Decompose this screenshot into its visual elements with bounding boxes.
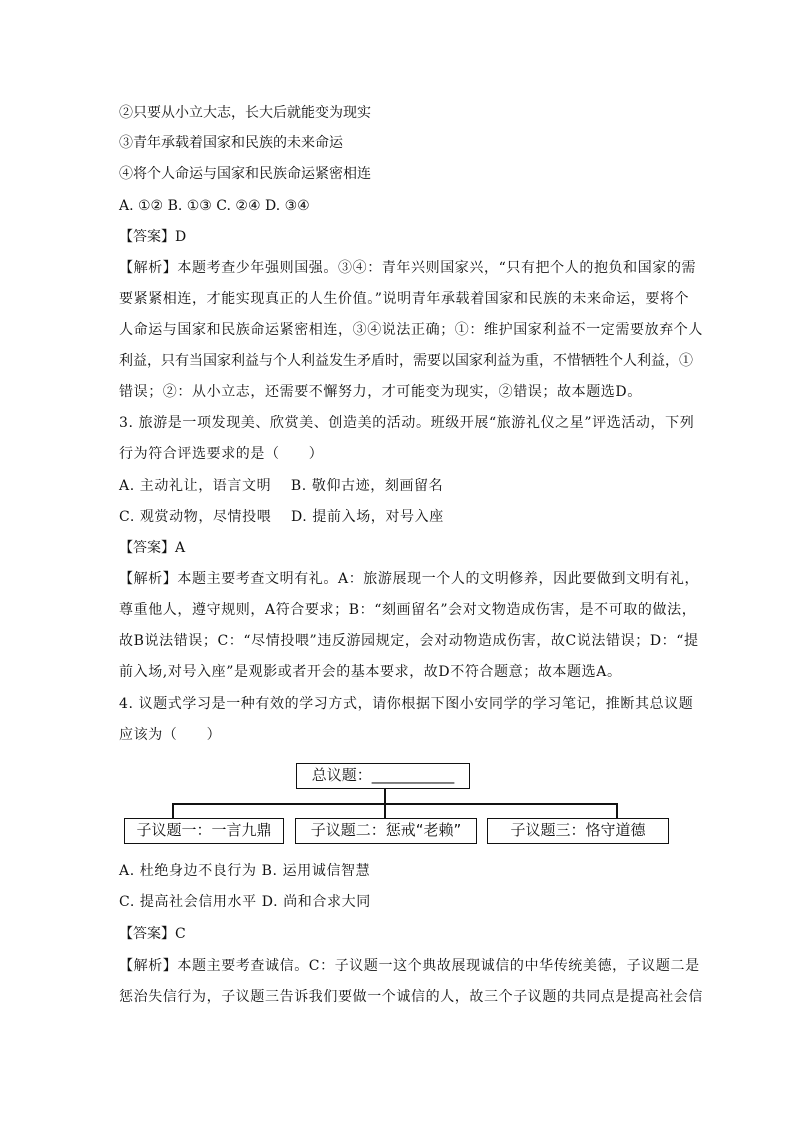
line-analysis-q2-5: 错误；②：从小立志，还需要不懈努力，才可能变为现实，②错误；故本题选D。	[119, 384, 642, 400]
sub-topic-box-3	[487, 818, 669, 844]
sub-topic-label-2: 子议题二：惩戒“老赖”	[310, 821, 462, 839]
line-question-3-2: 行为符合评选要求的是（ ）	[119, 446, 324, 462]
line-answer-q4: 【答案】C	[119, 926, 186, 942]
topic-diagram	[119, 760, 679, 850]
line-analysis-q3-2: 尊重他人，遵守规则，A符合要求；B：“刻画留名”会对文物造成伤害，是不可取的做法，	[119, 602, 697, 618]
line-choices-q4-1: A. 杜绝身边不良行为 B. 运用诚信智慧	[119, 863, 371, 879]
sub-topic-label-1: 子议题一：一言九鼎	[136, 821, 272, 839]
line-question-4-1: 4. 议题式学习是一种有效的学习方式，请你根据下图小安同学的学习笔记，推断其总议题	[119, 696, 694, 712]
connector-stem	[384, 789, 386, 804]
line-choices-q3-1: A. 主动礼让，语言文明 B. 敬仰古迹，刻画留名	[119, 478, 444, 494]
line-analysis-q3-3: 故B说法错误；C：“尽情投喂”违反游园规定，会对动物造成伤害，故C说法错误；D：“提	[119, 633, 699, 649]
main-topic-label: 总议题：___________	[311, 766, 455, 784]
connector-bar	[172, 803, 617, 805]
line-question-4-2: 应该为（ ）	[119, 727, 222, 743]
sub-topic-box-1	[124, 818, 284, 844]
line-answer-q3: 【答案】A	[119, 540, 186, 556]
line-option-4: ④将个人命运与国家和民族命运紧密相连	[119, 166, 371, 182]
line-choices-q2: A. ①② B. ①③ C. ②④ D. ③④	[119, 198, 310, 214]
connector-right	[616, 803, 618, 819]
line-choices-q3-2: C. 观赏动物，尽情投喂 D. 提前入场，对号入座	[119, 509, 444, 525]
line-analysis-q2-2: 要紧紧相连，才能实现真正的人生价值。”说明青年承载着国家和民族的未来命运，要将个	[119, 291, 690, 307]
connector-middle	[384, 803, 386, 819]
line-analysis-q3-1: 【解析】本题主要考查文明有礼。A：旅游展现一个人的文明修养，因此要做到文明有礼，	[119, 571, 700, 587]
line-choices-q4-2: C. 提高社会信用水平 D. 尚和合求大同	[119, 894, 371, 910]
main-topic-box	[296, 763, 470, 789]
line-analysis-q4-2: 惩治失信行为，子议题三告诉我们要做一个诚信的人，故三个子议题的共同点是提高社会信	[119, 989, 703, 1005]
line-question-3-1: 3. 旅游是一项发现美、欣赏美、创造美的活动。班级开展“旅游礼仪之星”评选活动，下列	[119, 415, 695, 431]
sub-topic-label-3: 子议题三：恪守道德	[510, 821, 646, 839]
line-option-3: ③青年承载着国家和民族的未来命运	[119, 135, 343, 151]
connector-left	[172, 803, 174, 819]
line-analysis-q2-4: 利益，只有当国家利益与个人利益发生矛盾时，需要以国家利益为重，不惜牺牲个人利益，①	[119, 353, 693, 369]
line-analysis-q4-1: 【解析】本题主要考查诚信。C：子议题一这个典故展现诚信的中华传统美德，子议题二是	[119, 958, 700, 974]
line-answer-q2: 【答案】D	[119, 229, 187, 245]
line-analysis-q2-1: 【解析】本题考查少年强则国强。③④：青年兴则国家兴，“只有把个人的抱负和国家的需	[119, 260, 697, 276]
line-option-2: ②只要从小立大志，长大后就能变为现实	[119, 105, 371, 121]
line-analysis-q2-3: 人命运与国家和民族命运紧密相连，③④说法正确；①：维护国家利益不一定需要放弃个人	[119, 322, 703, 338]
line-analysis-q3-4: 前入场,对号入座”是观影或者开会的基本要求，故D不符合题意；故本题选A。	[119, 664, 622, 680]
sub-topic-box-2	[295, 818, 477, 844]
